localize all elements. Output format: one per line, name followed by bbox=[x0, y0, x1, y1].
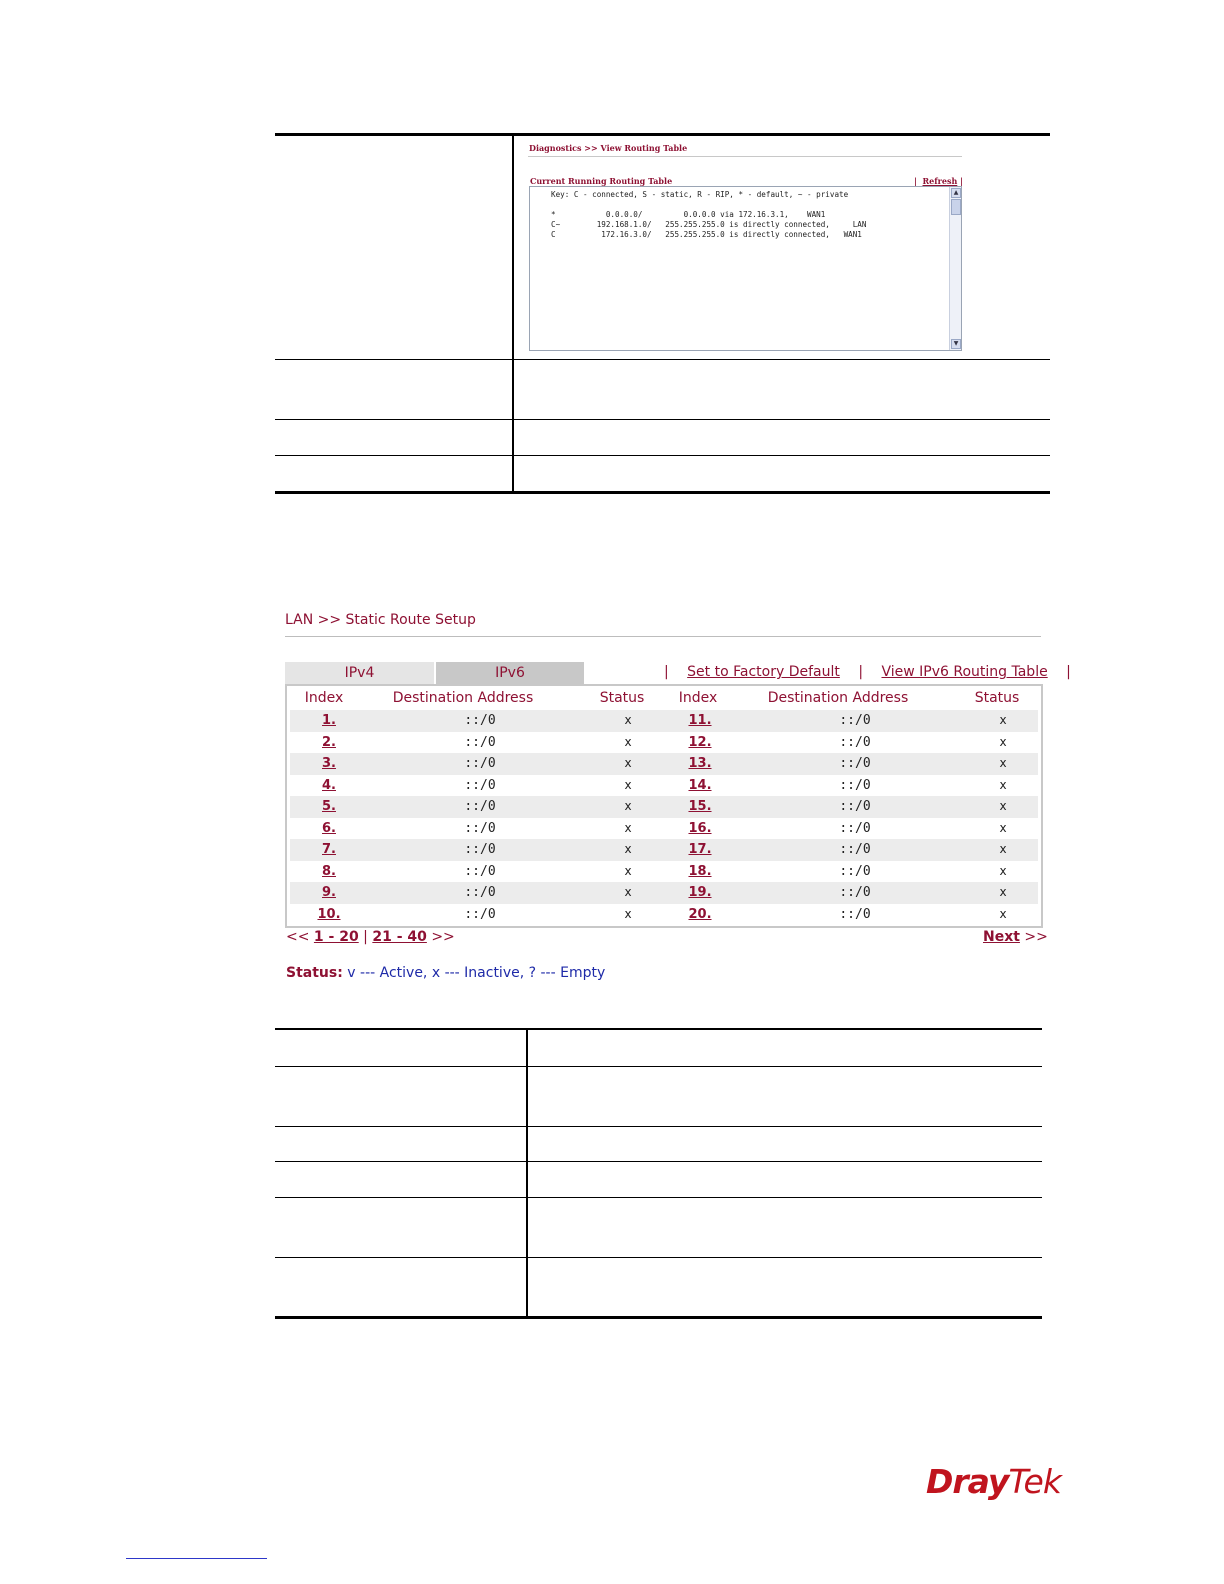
table-bottom-rule bbox=[275, 1316, 1042, 1319]
route-line: C 172.16.3.0/ 255.255.255.0 is directly connected, WAN1 bbox=[551, 230, 862, 239]
destination-address: ::/0 bbox=[839, 734, 871, 750]
logo-tek: Tek bbox=[1008, 1462, 1061, 1501]
table-column-divider bbox=[512, 136, 514, 492]
index-cell bbox=[670, 904, 730, 926]
route-status: x bbox=[624, 842, 632, 856]
route-index-link[interactable]: 20. bbox=[688, 906, 712, 922]
route-index-link[interactable]: 11. bbox=[688, 713, 712, 728]
route-index-link[interactable]: 1. bbox=[322, 713, 336, 728]
draytek-logo bbox=[926, 1462, 1061, 1501]
table-row bbox=[290, 818, 1038, 840]
separator: | bbox=[363, 929, 368, 945]
route-status: x bbox=[624, 885, 632, 899]
header-index: Index bbox=[678, 690, 718, 706]
route-index-link[interactable]: 10. bbox=[317, 906, 341, 922]
destination-address: ::/0 bbox=[839, 842, 871, 857]
index-cell bbox=[670, 882, 730, 904]
destination-address: ::/0 bbox=[464, 906, 496, 922]
route-index-link[interactable]: 19. bbox=[688, 885, 712, 900]
header-destination: Destination Address bbox=[392, 690, 534, 706]
route-index-link[interactable]: 4. bbox=[322, 777, 336, 793]
index-cell bbox=[670, 839, 730, 861]
route-index-link[interactable]: 8. bbox=[322, 863, 336, 879]
route-index-link[interactable]: 6. bbox=[322, 820, 336, 836]
route-status: x bbox=[999, 842, 1007, 856]
table-bottom-rule bbox=[275, 491, 1050, 494]
table-row-divider bbox=[275, 1161, 1042, 1162]
view-ipv6-routing-table-link[interactable]: View IPv6 Routing Table bbox=[881, 664, 1048, 680]
route-index-link[interactable]: 7. bbox=[322, 842, 336, 857]
separator: | bbox=[960, 176, 964, 186]
routing-breadcrumb: Diagnostics >> View Routing Table bbox=[529, 143, 688, 153]
scroll-up-icon[interactable]: ▲ bbox=[951, 188, 961, 198]
static-route-table bbox=[285, 684, 1043, 928]
page-1-20-link[interactable]: 1 - 20 bbox=[313, 929, 359, 945]
table-row bbox=[290, 904, 1038, 926]
set-factory-default-link[interactable]: Set to Factory Default bbox=[687, 664, 840, 680]
route-index-link[interactable]: 16. bbox=[688, 820, 712, 836]
route-status: x bbox=[999, 820, 1007, 835]
route-status: x bbox=[999, 799, 1007, 813]
page-title: LAN >> Static Route Setup bbox=[285, 612, 476, 628]
route-status: x bbox=[624, 906, 632, 921]
index-cell bbox=[670, 753, 730, 775]
route-index-link[interactable]: 3. bbox=[322, 756, 336, 771]
destination-address: ::/0 bbox=[464, 863, 496, 879]
destination-address: ::/0 bbox=[464, 756, 496, 771]
route-status: x bbox=[999, 734, 1007, 749]
destination-address: ::/0 bbox=[839, 863, 871, 879]
header-status: Status bbox=[599, 690, 645, 706]
breadcrumb-divider bbox=[528, 156, 962, 157]
destination-address: ::/0 bbox=[464, 777, 496, 793]
destination-address: ::/0 bbox=[464, 842, 496, 857]
route-line: C~ 192.168.1.0/ 255.255.255.0 is directly connected, LAN bbox=[551, 220, 867, 229]
table-top-rule bbox=[275, 133, 1050, 136]
index-cell bbox=[299, 710, 359, 732]
table-row bbox=[290, 710, 1038, 732]
destination-address: ::/0 bbox=[839, 906, 871, 922]
table-row bbox=[290, 796, 1038, 818]
index-cell bbox=[299, 882, 359, 904]
index-cell bbox=[299, 861, 359, 883]
route-index-link[interactable]: 13. bbox=[688, 756, 712, 771]
route-status: x bbox=[999, 863, 1007, 878]
table-row bbox=[290, 839, 1038, 861]
next-page-group bbox=[983, 929, 1048, 945]
pager-next-marker: >> bbox=[431, 929, 455, 945]
route-index-link[interactable]: 18. bbox=[688, 863, 712, 879]
index-cell bbox=[299, 732, 359, 754]
index-cell bbox=[299, 796, 359, 818]
index-cell bbox=[299, 775, 359, 797]
index-cell bbox=[670, 775, 730, 797]
status-legend-label: Status: bbox=[286, 965, 343, 981]
index-cell bbox=[670, 796, 730, 818]
route-status: x bbox=[999, 756, 1007, 770]
route-index-link[interactable]: 14. bbox=[688, 777, 712, 793]
route-index-link[interactable]: 12. bbox=[688, 734, 712, 750]
route-status: x bbox=[624, 734, 632, 749]
table-row bbox=[290, 775, 1038, 797]
index-cell bbox=[299, 753, 359, 775]
table-row-divider bbox=[275, 1257, 1042, 1258]
table-row-divider bbox=[275, 1197, 1042, 1198]
routing-subtitle: Current Running Routing Table bbox=[530, 176, 673, 186]
logo-dray: Dray bbox=[926, 1462, 1009, 1501]
routing-table-textarea[interactable] bbox=[529, 186, 962, 351]
route-index-link[interactable]: 15. bbox=[688, 799, 712, 814]
destination-address: ::/0 bbox=[464, 820, 496, 836]
separator: | bbox=[1066, 664, 1071, 680]
route-line: * 0.0.0.0/ 0.0.0.0 via 172.16.3.1, WAN1 bbox=[551, 210, 826, 219]
routing-key-line: Key: C - connected, S - static, R - RIP, * - default, ~ - private bbox=[551, 190, 849, 199]
table-top-rule bbox=[275, 1028, 1042, 1030]
header-index: Index bbox=[304, 690, 344, 706]
vertical-scrollbar[interactable] bbox=[949, 187, 961, 350]
table-row bbox=[290, 732, 1038, 754]
table-row bbox=[290, 882, 1038, 904]
separator: | bbox=[914, 176, 917, 186]
index-cell bbox=[670, 710, 730, 732]
destination-address: ::/0 bbox=[839, 885, 871, 900]
table-row bbox=[290, 753, 1038, 775]
route-status: x bbox=[999, 906, 1007, 921]
destination-address: ::/0 bbox=[839, 756, 871, 771]
tab-ipv6[interactable]: IPv6 bbox=[436, 662, 584, 684]
route-status: x bbox=[999, 713, 1007, 727]
destination-address: ::/0 bbox=[839, 820, 871, 836]
index-cell bbox=[299, 839, 359, 861]
index-cell bbox=[670, 861, 730, 883]
destination-address: ::/0 bbox=[464, 713, 496, 728]
refresh-link-group bbox=[914, 176, 963, 186]
destination-address: ::/0 bbox=[839, 799, 871, 814]
pager-prev-marker: << bbox=[286, 929, 310, 945]
destination-address: ::/0 bbox=[839, 777, 871, 793]
pager bbox=[286, 929, 455, 945]
scrollbar-thumb[interactable] bbox=[951, 199, 961, 215]
table-row-divider bbox=[275, 359, 1050, 360]
status-legend-text: v --- Active, x --- Inactive, ? --- Empty bbox=[347, 965, 606, 981]
header-destination: Destination Address bbox=[767, 690, 909, 706]
separator: | bbox=[664, 664, 669, 680]
route-index-link[interactable]: 17. bbox=[688, 842, 712, 857]
destination-address: ::/0 bbox=[839, 713, 871, 728]
next-page-link[interactable]: Next bbox=[983, 929, 1020, 945]
route-status: x bbox=[624, 777, 632, 792]
next-arrow: >> bbox=[1024, 929, 1048, 945]
route-status: x bbox=[624, 820, 632, 835]
footer-link-underline bbox=[126, 1558, 267, 1559]
table-row-divider bbox=[275, 419, 1050, 420]
route-status: x bbox=[999, 885, 1007, 899]
table-row-divider bbox=[275, 1126, 1042, 1127]
route-index-link[interactable]: 9. bbox=[322, 885, 336, 900]
route-index-link[interactable]: 5. bbox=[322, 799, 336, 814]
table-column-divider bbox=[526, 1030, 528, 1317]
top-links bbox=[664, 664, 1071, 680]
index-cell bbox=[670, 818, 730, 840]
table-row-divider bbox=[275, 1066, 1042, 1067]
route-status: x bbox=[624, 756, 632, 770]
index-cell bbox=[299, 904, 359, 926]
destination-address: ::/0 bbox=[464, 885, 496, 900]
status-legend bbox=[286, 965, 605, 981]
index-cell bbox=[299, 818, 359, 840]
index-cell bbox=[670, 732, 730, 754]
tab-ipv4[interactable]: IPv4 bbox=[285, 662, 434, 684]
route-index-link[interactable]: 2. bbox=[322, 734, 336, 750]
separator: | bbox=[858, 664, 864, 680]
page-21-40-link[interactable]: 21 - 40 bbox=[372, 929, 427, 945]
table-row-divider bbox=[275, 455, 1050, 456]
route-status: x bbox=[624, 799, 632, 813]
destination-address: ::/0 bbox=[464, 734, 496, 750]
route-status: x bbox=[624, 713, 632, 727]
table-row bbox=[290, 861, 1038, 883]
destination-address: ::/0 bbox=[464, 799, 496, 814]
route-status: x bbox=[624, 863, 632, 878]
title-divider bbox=[285, 636, 1041, 637]
header-status: Status bbox=[974, 690, 1020, 706]
scroll-down-icon[interactable]: ▼ bbox=[951, 339, 961, 349]
refresh-link[interactable]: Refresh bbox=[922, 176, 958, 186]
route-status: x bbox=[999, 777, 1007, 792]
